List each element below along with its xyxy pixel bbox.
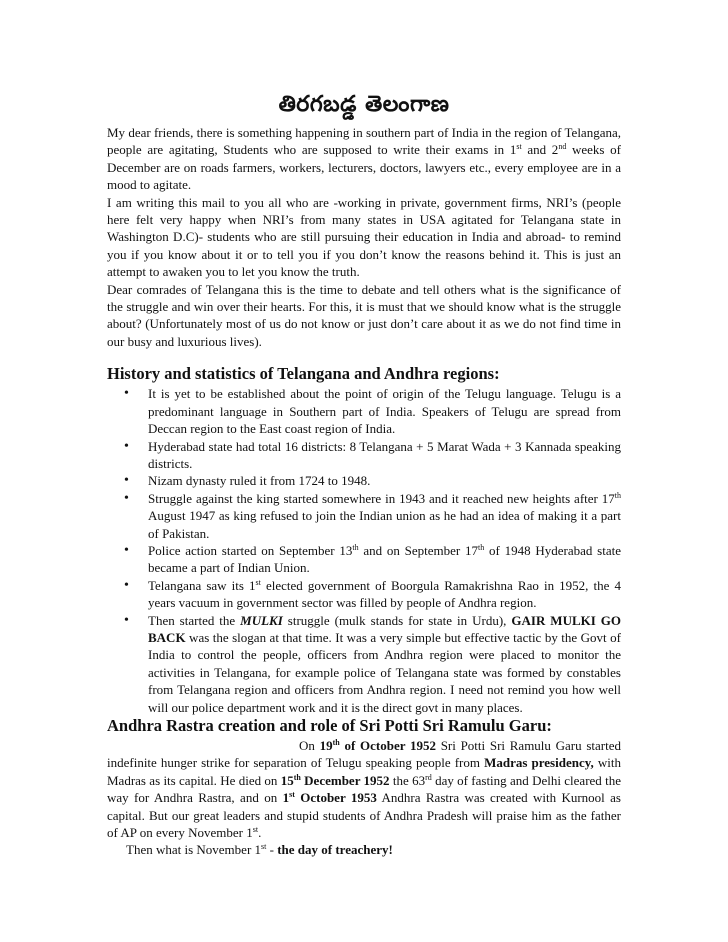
bullet-icon: •	[124, 473, 129, 489]
andhra-paragraph	[107, 737, 621, 841]
bullet-icon: •	[124, 438, 129, 454]
superscript: th	[293, 772, 301, 782]
text: elected government of Boorgula Ramakrishna Rao in 1952, the 4 years vacuum in government sector was filled by people of Andhra region.	[148, 577, 621, 611]
superscript: st	[252, 825, 259, 835]
date-text: 15	[280, 772, 294, 788]
superscript: th	[614, 490, 621, 500]
intro-paragraph-1	[107, 124, 621, 194]
superscript: th	[478, 542, 485, 552]
text: Then what is November 1	[126, 842, 262, 858]
text: .	[258, 825, 262, 841]
text: Andhra Rastra was created with Kurnool as capital. But our great leaders and stupid students of Andhra Pradesh will praise him as the father of AP on every November 1	[107, 790, 621, 841]
superscript: rd	[425, 772, 432, 782]
text: My dear friends, there is something happening in southern part of India in the region of Telangana, people are agitating, Students who are supposed to write their exams in 1	[107, 125, 621, 158]
bullet-icon: •	[124, 386, 129, 402]
text: Then started the	[148, 612, 241, 628]
list-item	[124, 612, 622, 716]
list-item	[124, 542, 621, 577]
superscript: st	[255, 577, 261, 587]
history-bullet-list	[107, 385, 621, 716]
text: day of fasting and Delhi cleared the way for Andhra Rastra, and on	[107, 772, 621, 806]
text: Struggle against the king started somewhere in 1943 and it reached new heights after 17	[148, 490, 615, 506]
date-text: 1	[282, 790, 290, 806]
list-item	[124, 472, 621, 489]
mulki-term: MULKI	[240, 612, 283, 628]
history-heading: History and statistics of Telangana and Andhra regions:	[107, 364, 500, 384]
bullet-icon: •	[124, 577, 129, 593]
text: -	[266, 842, 278, 858]
date-text: of October 1952	[339, 738, 436, 753]
andhra-heading: Andhra Rastra creation and role of Sri Potti Sri Ramulu Garu:	[107, 716, 552, 735]
bullet-icon: •	[124, 612, 129, 628]
superscript: st	[261, 842, 267, 852]
bullet-icon: •	[124, 542, 129, 558]
date-text: December 1952	[300, 772, 390, 788]
bullet-icon: •	[124, 490, 129, 506]
date-text: 19	[319, 738, 333, 753]
document-title: తిరగబడ్డ తెలంగాణ	[278, 92, 450, 117]
superscript: st	[516, 142, 522, 152]
list-item	[124, 577, 621, 612]
list-item	[124, 438, 621, 473]
text: August 1947 as king refused to join the Indian union as he had an idea of making it a part of Pakistan.	[148, 508, 621, 541]
superscript: th	[332, 738, 340, 747]
date-text: October 1953	[294, 790, 377, 806]
closing-line	[107, 841, 621, 858]
madras-presidency: Madras presidency,	[484, 755, 594, 771]
text: was the slogan at that time. It was a very simple but effective tactic by the Govt of India to control the people, officers from Andhra region were placed to monitor the activities in Telangana, for example police of Telangana state was formed by constables from Telangana region and officers from Andhra region. I need not remind you how well will our police department work and it is the direct govt in many places.	[148, 629, 621, 715]
text: Sri Potti Sri Ramulu Garu started indefinite hunger strike for separation of Telugu speaking people from	[107, 738, 621, 771]
intro-paragraph-2: I am writing this mail to you all who are -working in private, government firms, NRI’s (people here felt very happy when NRI’s from many states in USA agitated for Telangana state in Washington D.C)- students who are still pursuing their education in India and abroad- to remind you if you know about it or to tell you if you don’t know the reasons behind it. This is just an attempt to awaken you to let you know the truth.	[107, 194, 621, 280]
text: and 2	[521, 142, 559, 158]
text: weeks of December are on roads farmers, workers, lecturers, doctors, lawyers etc., every employee are in a mood to agitate.	[107, 142, 621, 193]
text: with Madras as its capital. He died on	[107, 755, 621, 788]
superscript: th	[352, 542, 359, 552]
text: On	[299, 738, 320, 753]
text: of 1948 Hyderabad state became a part of Indian Union.	[148, 542, 621, 576]
text: struggle (mulk stands for state in Urdu),	[282, 612, 512, 628]
text: Hyderabad state had total 16 districts: 8 Telangana + 5 Marat Wada + 3 Kannada speaking districts.	[148, 438, 621, 471]
text: Police action started on September 13	[148, 542, 353, 558]
superscript: nd	[558, 142, 567, 152]
intro-paragraph-3: Dear comrades of Telangana this is the time to debate and tell others what is the significance of the struggle and win over their hearts. For this, it is must that we should know what is the struggle about? (Unfortunately most of us do not know or just don’t care about it as we do not find time in our busy and luxurious lives).	[107, 281, 621, 349]
superscript: st	[289, 790, 295, 800]
list-item	[124, 385, 621, 437]
text: Nizam dynasty ruled it from 1724 to 1948.	[148, 473, 371, 489]
text: It is yet to be established about the point of origin of the Telugu language. Telugu is a predominant language in Southern part of India. Speakers of Telugu are spread from Deccan region to the East coast region of India.	[148, 386, 621, 437]
treachery-text: the day of treachery!	[277, 842, 393, 858]
text: the 63	[389, 772, 426, 788]
slogan: GAIR MULKI GO BACK	[148, 612, 622, 645]
text: Telangana saw its 1	[148, 577, 256, 593]
list-item	[124, 490, 621, 542]
text: and on September 17	[358, 542, 479, 558]
